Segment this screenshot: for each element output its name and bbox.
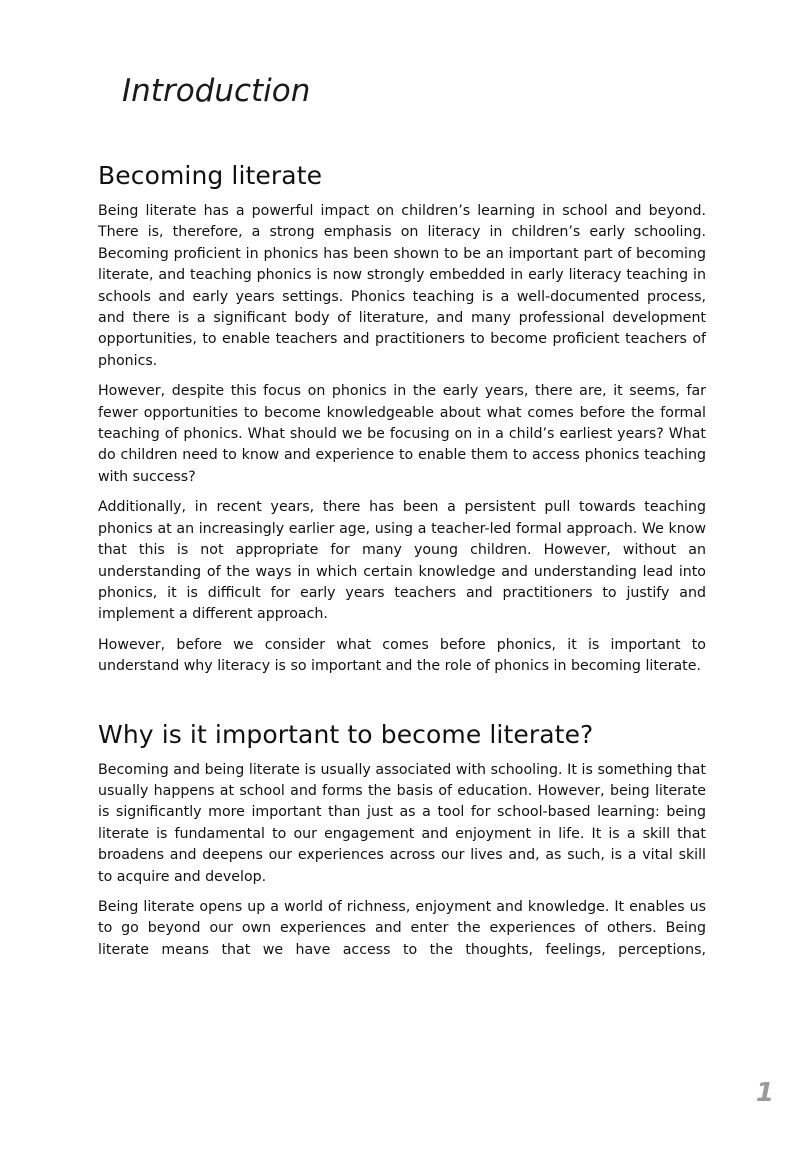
section-heading: Becoming literate [98, 161, 323, 190]
chapter-title: Introduction [122, 73, 311, 109]
paragraph: Becoming and being literate is usually associated with schooling. It is something that usually happens at school and forms the basis of education. However, being literate is significantly more important than just as a tool for school-based learning: being literate is fundamental to our engagement and enjoyment in life. It is a skill that broadens and deepens our experiences across our lives and, as such, is a vital skill to acquire and develop. [98, 761, 706, 885]
paragraph: However, despite this focus on phonics in the early years, there are, it seems, far fewer opportunities to become knowledgeable about what comes before the formal teaching of phonics. What should we be focusing on in a child’s earliest years? What do children need to know and experience to enable them to access phonics teaching with success? [98, 383, 706, 485]
page-body [98, 155, 706, 970]
section-becoming-literate [98, 155, 706, 678]
section-why-important [98, 714, 706, 962]
paragraph: Additionally, in recent years, there has been a persistent pull towards teaching phonics at an increasingly earlier age, using a teacher-led formal approach. We know that this is not appropriate for many young children. However, without an understanding of the ways in which certain knowledge and understanding lead into phonics, it is difficult for early years teachers and practitioners to justify and implement a different approach. [98, 499, 706, 623]
page-number: 1 [755, 1078, 774, 1108]
paragraph: Being literate opens up a world of richness, enjoyment and knowledge. It enables us to go beyond our own experiences and enter the experiences of others. Being literate means that we have access to the thoughts, feelings, perceptions, [98, 898, 706, 958]
section-heading: Why is it important to become literate? [98, 719, 594, 749]
paragraph: Being literate has a powerful impact on children’s learning in school and beyond. There is, therefore, a strong emphasis on literacy in children’s early schooling. Becoming proficient in phonics has been shown to be an important part of becoming literate, and teaching phonics is now strongly embedded in early literacy teaching in schools and early years settings. Phonics teaching is a well-documented process, and there is a significant body of literature, and many professional development opportunities, to enable teachers and practitioners to become proficient teachers of phonics. [98, 203, 706, 369]
paragraph: However, before we consider what comes before phonics, it is important to understand why literacy is so important and the role of phonics in becoming literate. [98, 636, 706, 675]
